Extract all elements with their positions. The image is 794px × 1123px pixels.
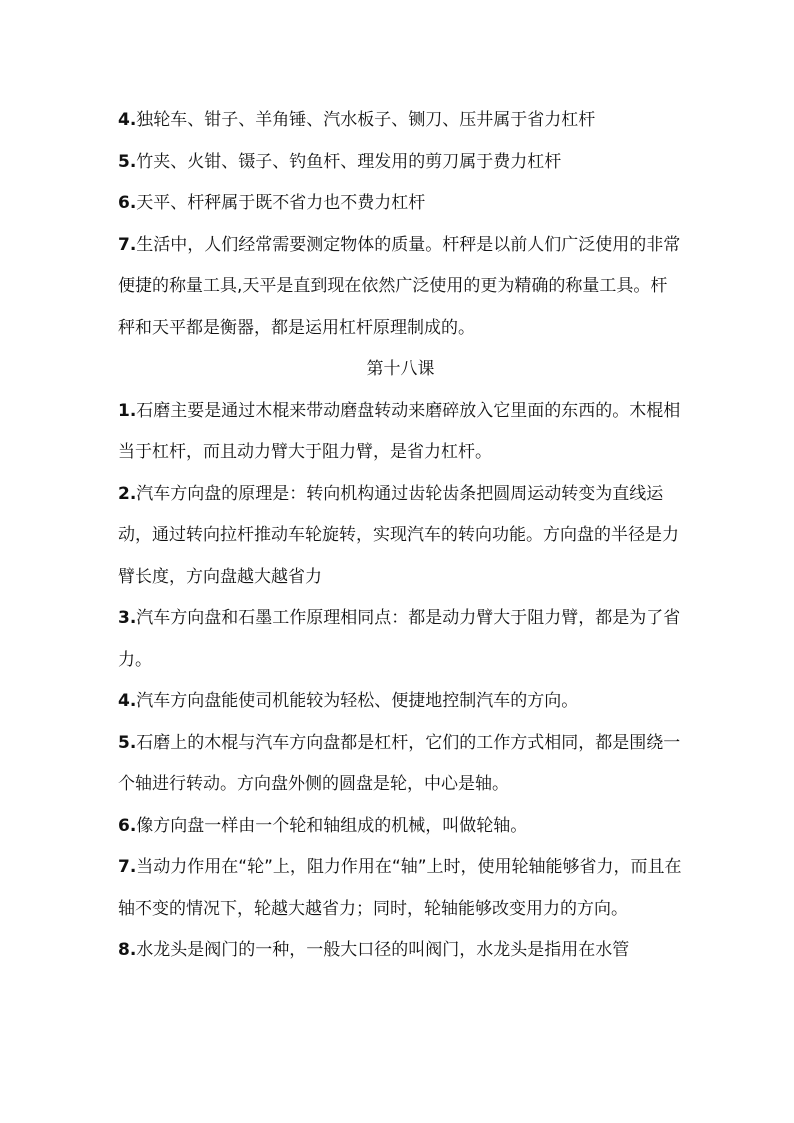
list-item-b5 — [118, 723, 683, 806]
item-number: 8. — [118, 940, 137, 960]
item-number: 4. — [118, 691, 137, 711]
item-number: 7. — [118, 857, 137, 877]
item-text: 天平、杆秤属于既不省力也不费力杠杆 — [136, 193, 426, 213]
item-number: 7. — [118, 234, 137, 255]
item-number: 5. — [118, 151, 137, 172]
item-text: 生活中，人们经常需要测定物体的质量。杆秤是以前人们广泛使用的非常便捷的称量工具,天平是直到现在依然广泛使用的更为精确的称量工具。杆秤和天平都是衡器，都是运用杠杆原理制成的。 — [118, 234, 681, 338]
item-text: 独轮车、钳子、羊角锤、汽水板子、铡刀、压井属于省力杠杆 — [136, 110, 596, 130]
item-number: 3. — [118, 608, 137, 628]
item-text: 石磨上的木棍与汽车方向盘都是杠杆，它们的工作方式相同，都是围绕一个轴进行转动。方向盘外侧的圆盘是轮，中心是轴。 — [118, 732, 681, 794]
item-text: 汽车方向盘和石墨工作原理相同点：都是动力臂大于阻力臂，都是为了省力。 — [118, 608, 681, 670]
item-text: 竹夹、火钳、镊子、钓鱼杆、理发用的剪刀属于费力杠杆 — [136, 151, 562, 172]
item-number: 6. — [118, 193, 137, 213]
list-item-a4 — [118, 100, 683, 142]
list-item-a7 — [118, 225, 683, 350]
item-number: 6. — [118, 815, 137, 836]
section-heading: 第十八课 — [366, 359, 435, 379]
item-text: 当动力作用在“轮”上，阻力作用在“轴”上时，使用轮轴能够省力，而且在轴不变的情况下，轮越大越省力；同时，轮轴能够改变用力的方向。 — [118, 857, 682, 919]
item-text: 汽车方向盘能使司机能较为轻松、便捷地控制汽车的方向。 — [136, 691, 579, 711]
item-number: 4. — [118, 110, 137, 130]
list-item-b6 — [118, 806, 683, 848]
item-text: 石磨主要是通过木棍来带动磨盘转动来磨碎放入它里面的东西的。木棍相当于杠杆，而且动力臂大于阻力臂，是省力杠杆。 — [118, 400, 681, 462]
list-item-b3 — [118, 598, 683, 681]
item-number: 2. — [118, 483, 137, 504]
item-number: 1. — [118, 400, 137, 421]
list-item-a5 — [118, 142, 683, 184]
list-item-b8 — [118, 930, 683, 972]
document-body — [118, 100, 683, 972]
list-item-b4 — [118, 681, 683, 723]
item-number: 5. — [118, 732, 137, 753]
list-item-b2 — [118, 474, 683, 599]
item-text: 汽车方向盘的原理是：转向机构通过齿轮齿条把圆周运动转变为直线运动，通过转向拉杆推动车轮旋转，实现汽车的转向功能。方向盘的半径是力臂长度，方向盘越大越省力 — [118, 483, 679, 587]
list-item-b1 — [118, 391, 683, 474]
item-text: 水龙头是阀门的一种，一般大口径的叫阀门，水龙头是指用在水管 — [136, 940, 630, 960]
item-text: 像方向盘一样由一个轮和轴组成的机械，叫做轮轴。 — [136, 815, 528, 836]
list-item-a6 — [118, 183, 683, 225]
list-item-b7 — [118, 847, 683, 930]
